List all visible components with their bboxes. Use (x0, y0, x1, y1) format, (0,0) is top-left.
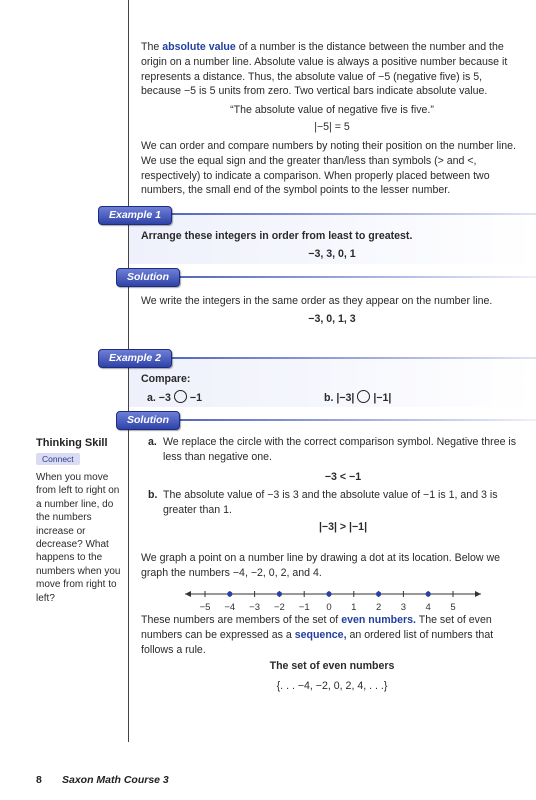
solution2-b-result: |−3| > |−1| (318, 521, 368, 533)
example2-part-a (147, 390, 202, 406)
graph-paragraph: We graph a point on a number line by drawing a dot at its location. Below we graph the numbers −4, −2, 0, 2, and 4. (141, 552, 501, 579)
compare-circle-icon (174, 390, 187, 403)
intro-text-rest: of a number is the distance between the number and the origin on a number line. Absolute value is always a positive number because it represents a distance. Thus, the absolute value of −5 (negative five) is 5, because −5 is 5 units from zero. Two vertical bars indicate absolute value. (141, 41, 508, 98)
tick-label: 3 (400, 602, 407, 613)
solution1-tab: Solution (116, 268, 180, 287)
example1-prompt: Arrange these integers in order from least to greatest. (141, 230, 413, 242)
example2-tab: Example 2 (98, 349, 172, 368)
graph-point (277, 591, 282, 596)
absolute-value-term: absolute value (162, 41, 236, 53)
sequence-term: sequence, (294, 628, 347, 641)
solution1-rule (118, 276, 536, 278)
solution2-tab: Solution (116, 411, 180, 430)
even-numbers-term: even numbers. (341, 614, 416, 626)
quote-line: “The absolute value of negative five is five.” (230, 104, 434, 116)
page-number: 8 (36, 774, 42, 786)
graph-point (426, 591, 431, 596)
thinking-skill-text: When you move from left to right on a number line, do the numbers increase or decrease? What happens to the numbers when you move from right to left? (36, 472, 121, 604)
tick-label: −2 (273, 602, 285, 613)
graph-point (326, 591, 331, 596)
book-title: Saxon Math Course 3 (62, 774, 169, 786)
solution2-b-label: b. (148, 489, 158, 501)
thinking-skill-title: Thinking Skill (36, 437, 108, 449)
example2-prompt: Compare: (141, 373, 191, 385)
solution2-a-result: −3 < −1 (324, 471, 362, 483)
tick-label: 1 (351, 602, 357, 613)
solution1-text: We write the integers in the same order as they appear on the number line. (141, 295, 493, 307)
tick-label: 2 (375, 602, 382, 613)
part-b-label: b. (324, 392, 334, 404)
tick-label: −4 (224, 602, 236, 613)
part-a-left: −3 (158, 392, 171, 404)
solution1-list: −3, 0, 1, 3 (308, 313, 356, 325)
compare-circle-icon (357, 390, 370, 403)
example2-part-b (324, 390, 391, 406)
right-arrow-icon (475, 591, 481, 597)
even-numbers-paragraph (141, 613, 523, 657)
even-set-title: The set of even numbers (269, 660, 395, 672)
even-set: {. . . −4, −2, 0, 2, 4, . . .} (276, 680, 388, 692)
even-text-end: an ordered list of numbers that follows a rule. (141, 628, 494, 656)
solution2-b-text: The absolute value of −3 is 3 and the absolute value of −1 is 1, and 3 is greater than 1. (163, 489, 498, 516)
part-a-label: a. (147, 392, 156, 404)
solution2-a-label: a. (148, 436, 157, 448)
example1-tab: Example 1 (98, 206, 172, 225)
tick-label: −5 (199, 602, 211, 613)
left-arrow-icon (185, 591, 191, 597)
solution2-a-text: We replace the circle with the correct comparison symbol. Negative three is less than negative one. (163, 436, 517, 463)
graph-point (376, 591, 381, 596)
tick-label: 5 (450, 602, 456, 613)
compare-paragraph: We can order and compare numbers by noting their position on the number line. We use the equal sign and the greater than/less than symbols (> and <, respectively) to indicate a comparison. When properly placed between two numbers, the small end of the symbol points to the lesser number. (141, 140, 516, 197)
tick-label: 4 (425, 602, 431, 613)
example1-list: −3, 3, 0, 1 (308, 248, 356, 260)
tick-label: −1 (298, 602, 310, 613)
intro-text-start: The (141, 41, 163, 53)
part-a-right: −1 (189, 392, 202, 404)
solution2-rule (118, 419, 536, 421)
tick-label: −3 (249, 602, 261, 613)
connect-badge: Connect (36, 453, 80, 465)
tick-label: 0 (326, 602, 332, 613)
absolute-value-paragraph (141, 40, 523, 99)
part-b-left: |−3| (336, 392, 355, 404)
even-text-start: These numbers are members of the set of (141, 614, 342, 626)
even-text-middle: The set of even numbers can be expressed as a (141, 614, 492, 641)
graph-point (227, 591, 232, 596)
absolute-value-formula: |−5| = 5 (314, 121, 350, 133)
part-b-right: |−1| (373, 392, 392, 404)
